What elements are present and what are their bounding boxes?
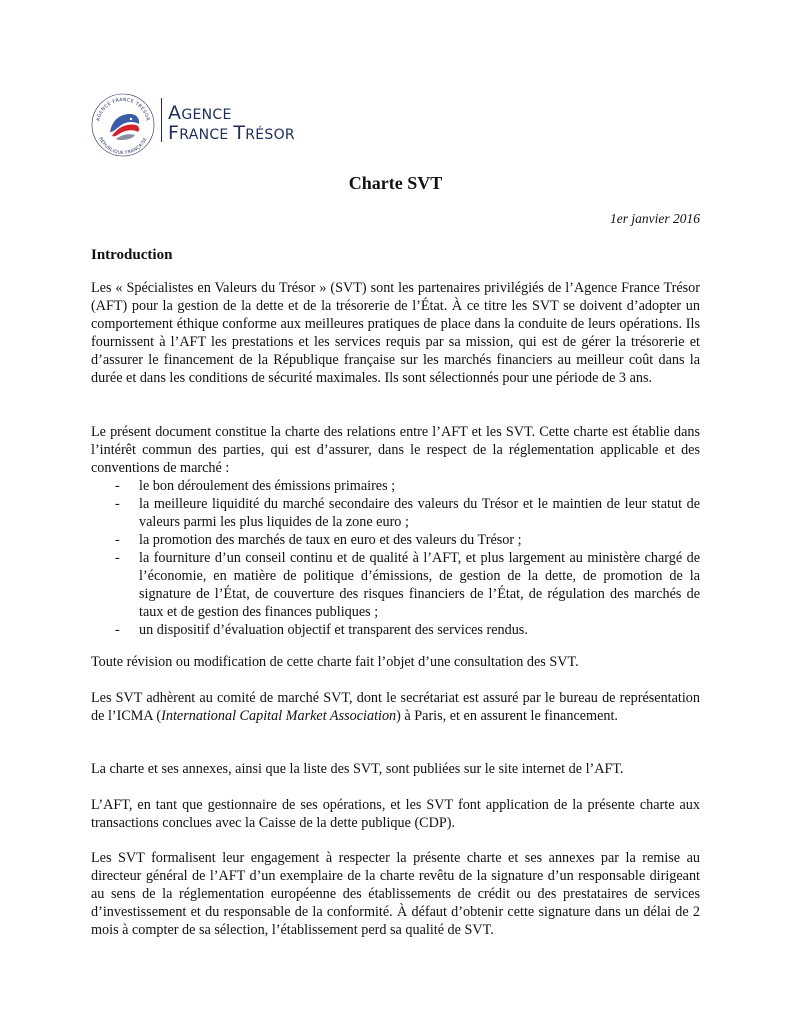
document-title: Charte SVT	[348, 173, 443, 193]
paragraph-text: Toute révision ou modification de cette charte fait l’objet d’une consultation des SVT.	[91, 654, 579, 670]
paragraph-text: La charte et ses annexes, ainsi que la liste des SVT, sont publiées sur le site internet de l’AFT.	[91, 761, 624, 777]
paragraph-comite-marche	[91, 689, 700, 725]
paragraph-engagement	[91, 849, 700, 939]
icma-name: International Capital Market Association	[161, 708, 397, 724]
logo-france-tresor-text: FRANCE TRÉSOR	[168, 122, 295, 144]
svg-text:RÉPUBLIQUE FRANÇAISE: RÉPUBLIQUE FRANÇAISE	[97, 136, 149, 157]
aft-seal-icon	[90, 92, 156, 158]
logo-agence-text: AGENCE	[168, 102, 232, 124]
paragraph-cdp	[91, 796, 700, 832]
svg-text:AGENCE FRANCE TRÉSOR: AGENCE FRANCE TRÉSOR	[96, 97, 150, 122]
list-item: - la fourniture d’un conseil continu et de qualité à l’AFT, et plus largement au ministère chargé de l’économie, en matière de politique d’émissions, de gestion de la dette, de promotion de la signature de l’État, de couverture des risques financiers de l’État, de régulation des marchés de taux et de gestion des finances publiques ;	[91, 549, 700, 621]
paragraph-publication	[91, 760, 700, 778]
paragraph-text	[91, 689, 700, 725]
list-item: - la promotion des marchés de taux en euro et des valeurs du Trésor ;	[91, 531, 700, 549]
paragraph-svt-definition	[91, 279, 700, 387]
section-heading-introduction: Introduction	[91, 247, 173, 263]
list-item: - le bon déroulement des émissions primaires ;	[91, 477, 700, 495]
document-date: 1er janvier 2016	[610, 211, 700, 226]
list-item: - la meilleure liquidité du marché secondaire des valeurs du Trésor et le maintien de leur statut de valeurs parmi les plus liquides de la zone euro ;	[91, 495, 700, 531]
paragraph-text: Les « Spécialistes en Valeurs du Trésor » (SVT) sont les partenaires privilégiés de l’Agence France Trésor (AFT) pour la gestion de la dette et de la trésorerie de l’État. À ce titre les SVT se doivent d’adopter un comportement éthique conforme aux meilleures pratiques de place dans la conduite de leurs opérations. Ils fournissent à l’AFT les prestations et les services requis par sa mission, qui est de gérer la trésorerie et d’assurer le financement de la République française sur les marchés financiers au meilleur coût dans la durée et dans les conditions de sécurité maximales. Ils sont sélectionnés pour une période de 3 ans.	[91, 280, 700, 386]
text-run: Les SVT adhèrent au comité de marché SVT, dont le secrétariat est assuré par le bureau de représentation de l’ICMA (	[91, 690, 700, 724]
paragraph-charte-scope	[91, 423, 700, 639]
paragraph-text: Le présent document constitue la charte des relations entre l’AFT et les SVT. Cette charte est établie dans l’intérêt commun des parties, qui est d’assurer, dans le respect de la réglementation applicable et des conventions de marché :	[91, 424, 700, 476]
objectives-list	[91, 477, 700, 639]
paragraph-text: L’AFT, en tant que gestionnaire de ses opérations, et les SVT font application de la présente charte aux transactions conclues avec la Caisse de la dette publique (CDP).	[91, 797, 700, 831]
paragraph-revision	[91, 653, 700, 671]
paragraph-text: Les SVT formalisent leur engagement à respecter la présente charte et ses annexes par la remise au directeur général de l’AFT d’un exemplaire de la charte revêtu de la signature d’un responsable dirigeant au sens de la réglementation européenne des établissements de crédit ou des prestataires de services d’investissement et du responsable de la conformité. À défaut d’obtenir cette signature dans un délai de 2 mois à compter de sa sélection, l’établissement perd sa qualité de SVT.	[91, 850, 700, 938]
logo-divider	[161, 98, 162, 142]
list-item: - un dispositif d’évaluation objectif et transparent des services rendus.	[91, 621, 700, 639]
text-run: ) à Paris, et en assurent le financement.	[396, 708, 618, 724]
agence-france-tresor-logo	[90, 92, 310, 158]
